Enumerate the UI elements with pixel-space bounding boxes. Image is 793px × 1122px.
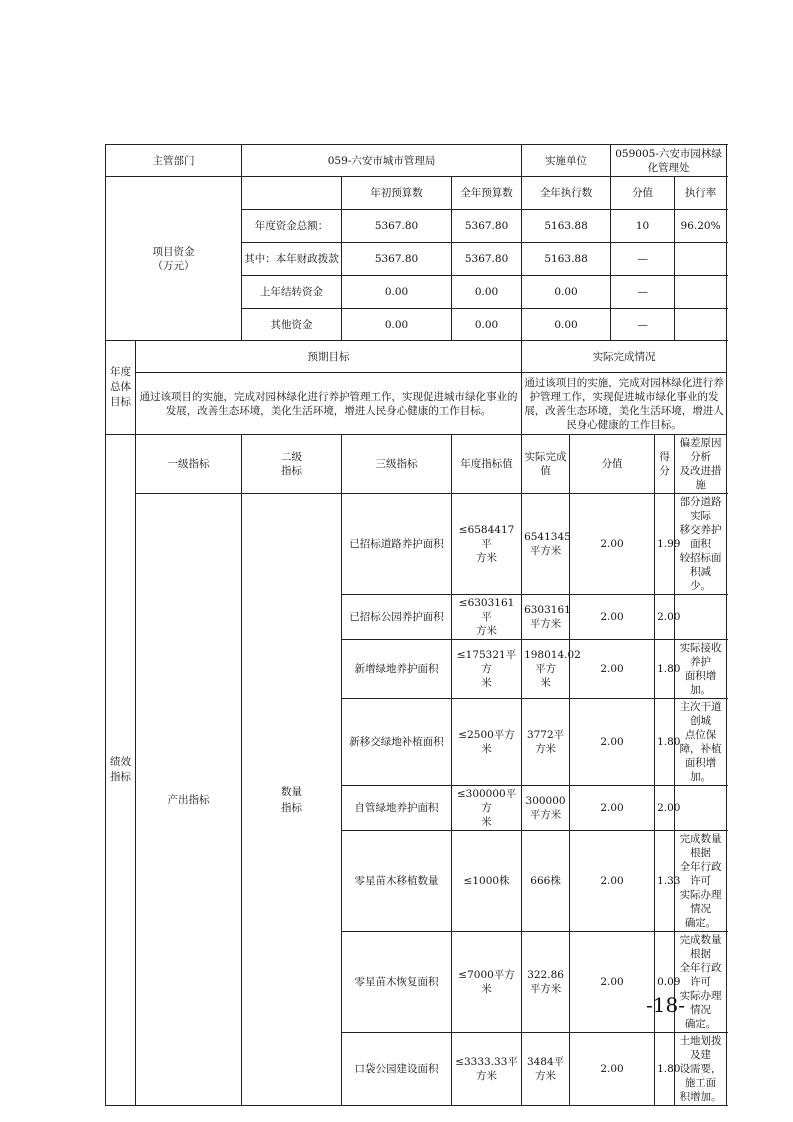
indicator-actual: 300000平方米 (522, 786, 570, 831)
funds-label: 项目资金 （万元） (106, 177, 242, 341)
indicator-actual: 3484平方米 (522, 1033, 570, 1106)
indicator-score: 1.80 (655, 699, 675, 786)
indicator-name: 自管绿地养护面积 (342, 786, 452, 831)
indicator-actual: 6303161平方米 (522, 595, 570, 640)
indicator-score: 0.09 (655, 932, 675, 1033)
expected-goal-text: 通过该项目的实施，完成对园林绿化进行养护管理工作，实现促进城市绿化事业的发展，改善生态环境，美化生活环境，增进人民身心健康的工作目标。 (136, 373, 522, 435)
level2-indicator: 数量 指标 (242, 494, 342, 1106)
indicator-value: 2.00 (570, 699, 655, 786)
funds-annual: 0.00 (452, 276, 522, 309)
funds-annual: 5367.80 (452, 243, 522, 276)
indicator-value: 2.00 (570, 595, 655, 640)
indicator-value: 2.00 (570, 932, 655, 1033)
funds-rate: 96.20% (675, 210, 727, 243)
indicator-actual: 666株 (522, 831, 570, 932)
indicator-note: 实际接收养护 面积增加。 (675, 640, 727, 699)
funds-initial: 5367.80 (342, 243, 452, 276)
indicator-name: 新移交绿地补植面积 (342, 699, 452, 786)
funds-col-header: 全年预算数 (452, 177, 522, 210)
goals-header-row (106, 341, 727, 373)
funds-row-name: 上年结转资金 (242, 276, 342, 309)
indicator-value: 2.00 (570, 494, 655, 595)
indicator-score: 1.80 (655, 1033, 675, 1106)
expected-goal-header: 预期目标 (136, 341, 522, 373)
funds-executed: 0.00 (522, 309, 611, 341)
indicator-note (675, 595, 727, 640)
indicator-name: 已招标道路养护面积 (342, 494, 452, 595)
indicator-col-header: 实际完成值 (522, 435, 570, 494)
funds-header-row (106, 177, 727, 210)
funds-rate (675, 276, 727, 309)
indicator-note: 完成数量根据 全年行政许可 实际办理情况 确定。 (675, 831, 727, 932)
level1-indicator: 产出指标 (136, 494, 242, 1106)
funds-initial: 5367.80 (342, 210, 452, 243)
funds-score-value: — (611, 276, 675, 309)
funds-rate (675, 243, 727, 276)
dept-value: 059-六安市城市管理局 (242, 145, 522, 177)
funds-executed: 5163.88 (522, 210, 611, 243)
funds-executed: 0.00 (522, 276, 611, 309)
indicator-score: 1.80 (655, 640, 675, 699)
dept-label: 主管部门 (106, 145, 242, 177)
funds-initial: 0.00 (342, 309, 452, 341)
indicator-actual: 198014.02平方 米 (522, 640, 570, 699)
funds-rate (675, 309, 727, 341)
indicator-col-header: 年度指标值 (452, 435, 522, 494)
indicator-note: 完成数量根据 全年行政许可 实际办理情况 确定。 (675, 932, 727, 1033)
indicator-score: 2.00 (655, 786, 675, 831)
indicator-name: 口袋公园建设面积 (342, 1033, 452, 1106)
indicator-name: 零星苗木移植数量 (342, 831, 452, 932)
indicator-note (675, 786, 727, 831)
indicator-target: ≤3333.33平 方米 (452, 1033, 522, 1106)
indicator-col-header: 分值 (570, 435, 655, 494)
indicator-col-header: 三级指标 (342, 435, 452, 494)
indicator-col-header: 二级 指标 (242, 435, 342, 494)
funds-initial: 0.00 (342, 276, 452, 309)
indicator-name: 已招标公园养护面积 (342, 595, 452, 640)
indicator-target: ≤1000株 (452, 831, 522, 932)
funds-col-header: 年初预算数 (342, 177, 452, 210)
goals-label: 年度 总体 目标 (106, 341, 136, 435)
funds-col-header: 执行率 (675, 177, 727, 210)
indicator-note: 土地划拨及建 设需要，施工面 积增加。 (675, 1033, 727, 1106)
indicator-header-row (106, 435, 727, 494)
funds-row-name: 其他资金 (242, 309, 342, 341)
header-row (106, 145, 727, 177)
performance-label: 绩效 指标 (106, 435, 136, 1106)
indicator-target: ≤7000平方米 (452, 932, 522, 1033)
indicator-target: ≤6584417平 方米 (452, 494, 522, 595)
indicator-target: ≤2500平方米 (452, 699, 522, 786)
indicator-name: 新增绿地养护面积 (342, 640, 452, 699)
indicator-note: 主次干道创城 点位保障，补植 面积增加。 (675, 699, 727, 786)
funds-executed: 5163.88 (522, 243, 611, 276)
indicator-target: ≤175321平方 米 (452, 640, 522, 699)
funds-annual: 0.00 (452, 309, 522, 341)
funds-col-header: 分值 (611, 177, 675, 210)
funds-row-name: 年度资金总额： (242, 210, 342, 243)
funds-annual: 5367.80 (452, 210, 522, 243)
indicator-actual: 322.86平方米 (522, 932, 570, 1033)
indicator-value: 2.00 (570, 640, 655, 699)
indicator-score: 1.33 (655, 831, 675, 932)
funds-col-header: 全年执行数 (522, 177, 611, 210)
unit-value: 059005-六安市园林绿化管理处 (611, 145, 727, 177)
performance-evaluation-table (105, 144, 727, 1106)
funds-score-value: 10 (611, 210, 675, 243)
indicator-name: 零星苗木恢复面积 (342, 932, 452, 1033)
funds-row-name: 其中：本年财政拨款 (242, 243, 342, 276)
indicator-note: 部分道路实际 移交养护面积 较招标面积减 少。 (675, 494, 727, 595)
indicator-score: 2.00 (655, 595, 675, 640)
actual-result-header: 实际完成情况 (522, 341, 727, 373)
indicator-col-header: 偏差原因分析 及改进措施 (675, 435, 727, 494)
indicator-target: ≤300000平方 米 (452, 786, 522, 831)
indicator-value: 2.00 (570, 786, 655, 831)
indicator-col-header: 得分 (655, 435, 675, 494)
indicator-actual: 3772平方米 (522, 699, 570, 786)
indicator-value: 2.00 (570, 831, 655, 932)
unit-label: 实施单位 (522, 145, 611, 177)
indicator-row (106, 494, 727, 595)
funds-score-value: — (611, 309, 675, 341)
indicator-actual: 6541345平方米 (522, 494, 570, 595)
goals-row (106, 373, 727, 435)
indicator-target: ≤6303161平 方米 (452, 595, 522, 640)
indicator-col-header: 一级指标 (136, 435, 242, 494)
indicator-score: 1.99 (655, 494, 675, 595)
page-number: -18- (646, 993, 685, 1017)
indicator-value: 2.00 (570, 1033, 655, 1106)
funds-score-value: — (611, 243, 675, 276)
actual-result-text: 通过该项目的实施，完成对园林绿化进行养护管理工作，实现促进城市绿化事业的发展，改善生态环境，美化生活环境，增进人民身心健康的工作目标。 (522, 373, 727, 435)
